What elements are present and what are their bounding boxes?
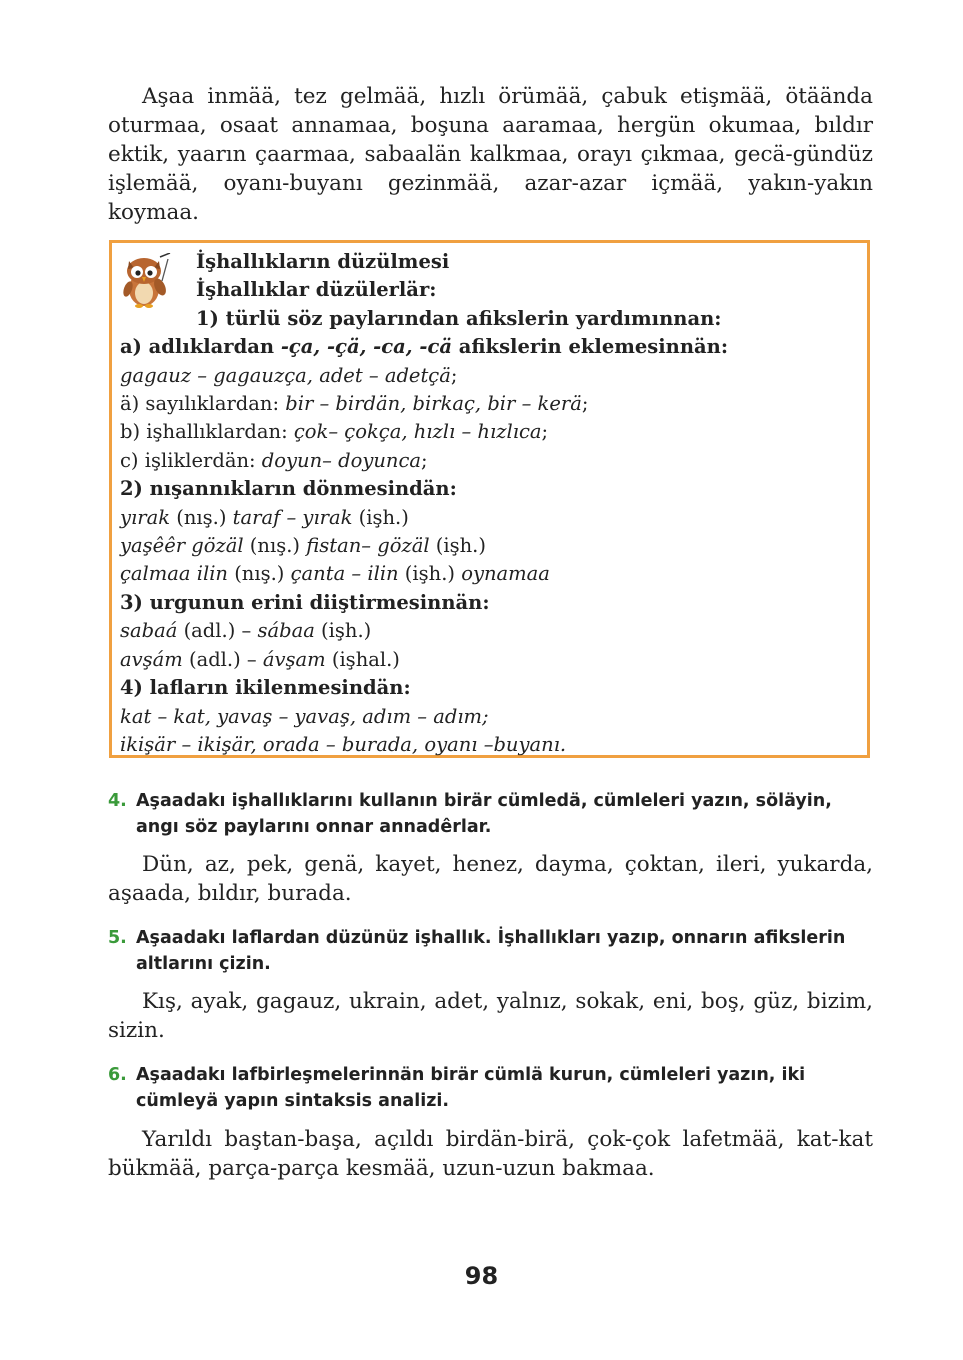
section3-heading: 3) urgunun erini diiştirmesinnän: — [120, 590, 490, 614]
rule-b: ä) sayılıklardan: bir – birdän, birkaç, bir – kerä; — [120, 392, 589, 416]
section4-heading: 4) lafların ikilenmesindän: — [120, 676, 411, 700]
section2-example-1: yırak (nış.) taraf – yırak (işh.) — [120, 505, 409, 529]
task-body-text: Yarıldı baştan-başa, açıldı birdän-birä, çok-çok lafetmää, kat-kat bükmää, parça-parça kesmää, uzun-uzun bakmaa. — [108, 1127, 873, 1181]
task-5-instruction — [108, 925, 873, 977]
section2-example-2: yaşêêr gözäl (nış.) fistan– gözäl (işh.) — [120, 534, 486, 558]
section4-example-2: ikişär – ikişär, orada – burada, oyanı –buyanı. — [120, 732, 567, 756]
section2-example-3: çalmaa ilin (nış.) çanta – ilin (işh.) oynamaa — [120, 562, 550, 586]
task-text: Aşaadakı lafbirleşmelerinnän birär cümlä kurun, cümleleri yazın, iki cümleyä yapın sintaksis analizi. — [136, 1065, 806, 1111]
task-number: 5. — [108, 928, 127, 948]
task-6-body — [108, 1125, 873, 1183]
rule-title: İşhallıkların düzülmesi — [196, 250, 450, 273]
task-6-instruction — [108, 1062, 873, 1114]
section4-example-1: kat – kat, yavaş – yavaş, adım – adım; — [120, 704, 489, 728]
task-5-body — [108, 987, 873, 1045]
intro-paragraph — [108, 82, 873, 227]
task-text: Aşaadakı işhallıklarını kullanın birär cümledä, cümleleri yazın, söläyin, angı söz paylarını onnar annadêrlar. — [136, 791, 832, 837]
task-4-body — [108, 850, 873, 908]
task-body-text: Kış, ayak, gagauz, ukrain, adet, yalnız, sokak, eni, boş, güz, bizim, sizin. — [108, 989, 873, 1043]
section3-example-1: sabaá (adl.) – sábaa (işh.) — [120, 619, 372, 643]
rule-d: c) işliklerdän: doyun– doyunca; — [120, 448, 428, 472]
rule-box-content — [120, 248, 860, 759]
section3-example-2: avşám (adl.) – ávşam (işhal.) — [120, 647, 400, 671]
task-number: 4. — [108, 791, 127, 811]
task-number: 6. — [108, 1065, 127, 1085]
rule-c: b) işhallıklardan: çok– çokça, hızlı – hızlıca; — [120, 420, 549, 444]
section1-heading: 1) türlü söz paylarından afikslerin yardımınnan: — [196, 306, 722, 330]
rule-a-example: gagauz – gagauzça, adet – adetçä; — [120, 363, 458, 387]
rule-box — [109, 240, 870, 758]
rule-subtitle: İşhallıklar düzülerlär: — [196, 278, 437, 302]
section2-heading: 2) nışannıkların dönmesindän: — [120, 477, 457, 501]
task-text: Aşaadakı laflardan düzünüz işhallık. İşhallıkları yazıp, onnarın afikslerin altlarını çizin. — [136, 928, 846, 974]
task-4-instruction — [108, 788, 873, 840]
task-body-text: Dün, az, pek, genä, kayet, henez, dayma, çoktan, ileri, yukarda, aşaada, bıldır, burada. — [108, 852, 873, 906]
rule-a: a) adlıklardan -ça, -çä, -ca, -cä afikslerin eklemesinnän: — [120, 335, 729, 359]
intro-text: Aşaa inmää, tez gelmää, hızlı örümää, çabuk etişmää, ötäända oturmaa, osaat annamaa, boşuna aaramaa, hergün okumaa, bıldır ektik, yaarın çaarmaa, sabaalän kalkmaa, orayı çıkmaa, gecä-gündüz işlemää, oyanı-buyanı gezinmää, azar-azar içmää, yakın-yakın koymaa. — [108, 84, 873, 225]
page-number: 98 — [464, 1262, 499, 1290]
